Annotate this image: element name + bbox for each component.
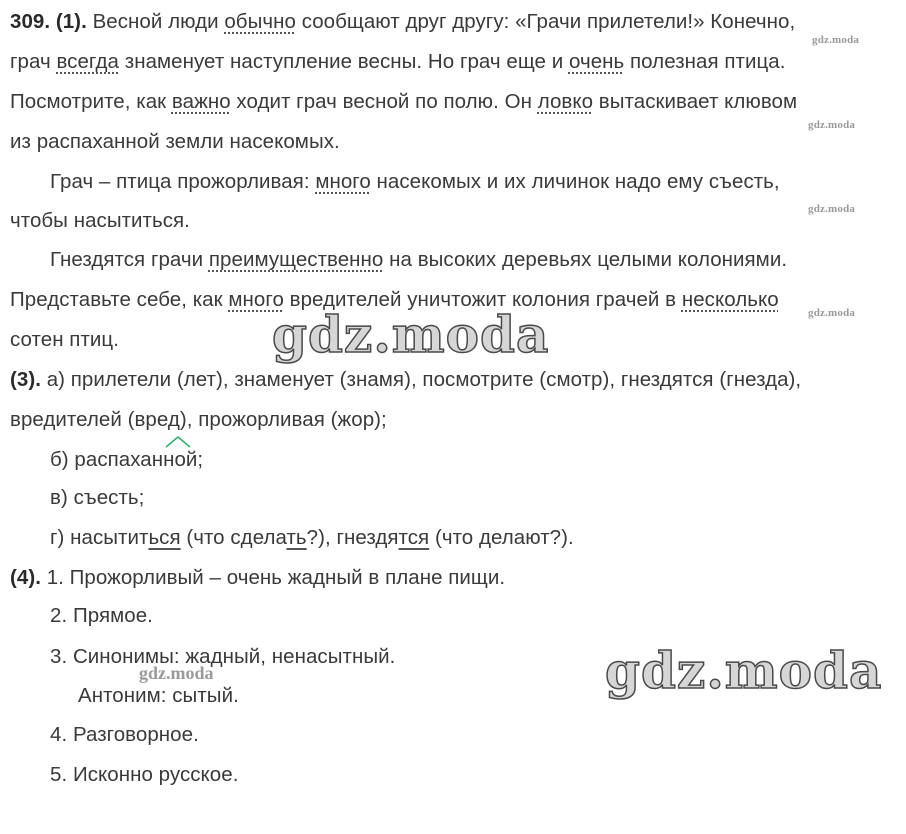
watermark-small: gdz.moda bbox=[808, 203, 856, 215]
part-4-marker: (4). bbox=[10, 566, 41, 589]
part-3-line-1 bbox=[10, 367, 801, 393]
text: насекомых и их личинок надо ему съесть, bbox=[370, 170, 780, 193]
text: (что делают?). bbox=[429, 526, 574, 549]
text: вредителей уничтожит колония грачей в bbox=[283, 288, 682, 311]
text: грач bbox=[10, 50, 57, 73]
line-7 bbox=[50, 247, 787, 273]
ending-underlined: тся bbox=[398, 526, 430, 549]
watermark-small: gdz.moda bbox=[812, 34, 860, 46]
adverb-underlined: очень bbox=[568, 50, 625, 73]
part-4-item-2: 2. Прямое. bbox=[50, 604, 153, 627]
part-4-item-3b: Антоним: сытый. bbox=[78, 684, 239, 707]
part-4-item-1 bbox=[10, 565, 505, 591]
text: а) прилетели (лет), знаменует (знамя), посмотрите (смотр), гнездятся (гнезда), bbox=[40, 368, 802, 391]
part-3-marker: (3). bbox=[10, 368, 41, 391]
text: Представьте себе, как bbox=[10, 288, 229, 311]
watermark-small: gdz.moda bbox=[808, 307, 856, 319]
line-1 bbox=[10, 9, 795, 35]
text: сообщают друг другу: «Грачи прилетели!» Конечно, bbox=[295, 10, 796, 33]
adverb-underlined: много bbox=[315, 170, 371, 193]
text: Весной люди bbox=[92, 10, 225, 33]
text: Посмотрите, как bbox=[10, 90, 172, 113]
part-3-line-2: вредителей (вред), прожорливая (жор); bbox=[10, 408, 387, 431]
text: Грач – птица прожорливая: bbox=[50, 170, 316, 193]
watermark-small: gdz.moda bbox=[808, 119, 856, 131]
part-4-item-3: 3. Синонимы: жадный, ненасытный. bbox=[50, 645, 396, 668]
line-5 bbox=[50, 169, 780, 195]
text: (что сдела bbox=[180, 526, 287, 549]
text: г) насытит bbox=[50, 526, 149, 549]
watermark-large: gdz.moda bbox=[272, 305, 550, 364]
text: Гнездятся грачи bbox=[50, 248, 209, 271]
adverb-underlined: много bbox=[228, 288, 284, 311]
part-4-item-5: 5. Исконно русское. bbox=[50, 763, 239, 786]
text: 1. Прожорливый – очень жадный в плане пищи. bbox=[40, 566, 506, 589]
text: полезная птица. bbox=[624, 50, 786, 73]
watermark-small: gdz.moda bbox=[139, 663, 214, 683]
line-6: чтобы насытиться. bbox=[10, 209, 190, 232]
adverb-underlined: важно bbox=[171, 90, 231, 113]
text: на высоких деревьях целыми колониями. bbox=[383, 248, 788, 271]
text: вытаскивает клювом bbox=[593, 90, 798, 113]
part-4-item-4: 4. Разговорное. bbox=[50, 723, 199, 746]
text: знаменует наступление весны. Но грач еще и bbox=[119, 50, 569, 73]
part-3-item-b: б) распаханной; bbox=[50, 448, 204, 471]
ending-underlined: ть bbox=[286, 526, 307, 549]
line-9: сотен птиц. bbox=[10, 328, 119, 351]
line-3 bbox=[10, 89, 797, 115]
line-2 bbox=[10, 49, 785, 75]
text: ходит грач весной по полю. Он bbox=[230, 90, 538, 113]
adverb-underlined: обычно bbox=[224, 10, 296, 33]
part-3-item-v: в) съесть; bbox=[50, 486, 145, 509]
adverb-underlined: ловко bbox=[537, 90, 594, 113]
ending-underlined: ься bbox=[148, 526, 181, 549]
line-4: из распаханной земли насекомых. bbox=[10, 130, 340, 153]
adverb-underlined: всегда bbox=[56, 50, 119, 73]
adverb-underlined: преимущественно bbox=[208, 248, 384, 271]
part-3-item-g bbox=[50, 525, 574, 551]
part-1-marker: (1). bbox=[55, 10, 87, 33]
watermark-large: gdz.moda bbox=[605, 641, 883, 700]
adverb-underlined: несколько bbox=[681, 288, 779, 311]
text: ?), гнездя bbox=[306, 526, 399, 549]
exercise-number: 309. bbox=[10, 10, 51, 33]
